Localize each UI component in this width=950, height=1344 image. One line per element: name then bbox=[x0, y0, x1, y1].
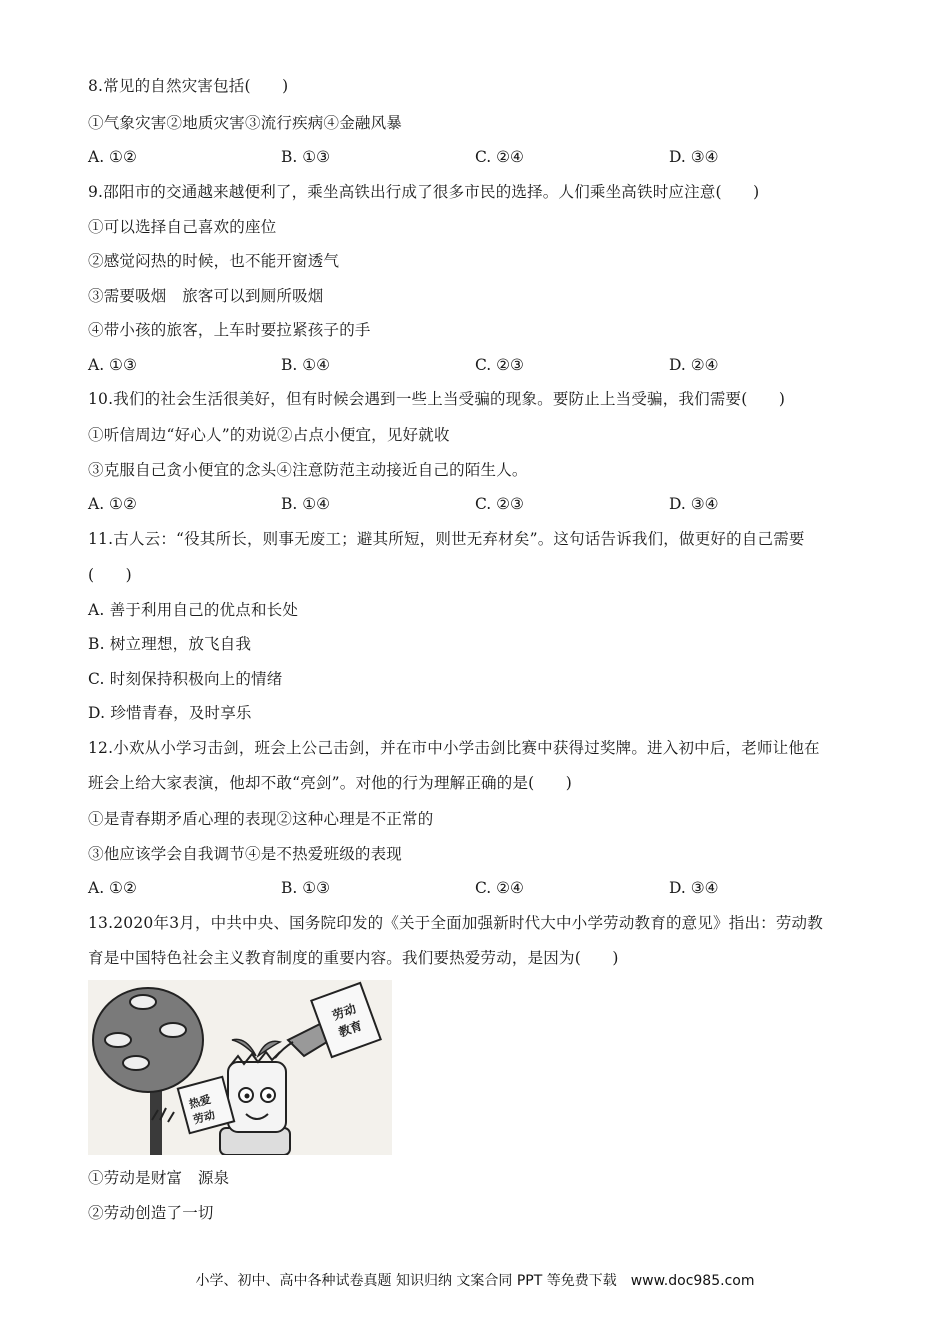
q8-stem: 8.常见的自然灾害包括( ) bbox=[88, 77, 289, 95]
q12-option-b[interactable]: B. ①③ bbox=[281, 879, 331, 897]
q8-option-c[interactable]: C. ②④ bbox=[475, 148, 524, 166]
q13-item-2: ②劳动创造了一切 bbox=[88, 1204, 214, 1222]
q9-option-d[interactable]: D. ②④ bbox=[669, 356, 719, 374]
q10-option-b[interactable]: B. ①④ bbox=[281, 495, 331, 513]
q10-options bbox=[88, 494, 828, 514]
q10-item-1: ①听信周边“好心人”的劝说②占点小便宜，见好就收 bbox=[88, 426, 450, 444]
page-footer: 小学、初中、高中各种试卷真题 知识归纳 文案合同 PPT 等免费下载 www.doc985.com bbox=[195, 1273, 755, 1289]
q11-stem-line-1: 11.古人云：“役其所长，则事无废工；避其所短，则世无弃材矣”。这句话告诉我们，做更好的自己需要 bbox=[88, 530, 805, 548]
q8-option-b[interactable]: B. ①③ bbox=[281, 148, 331, 166]
q11-choice-d[interactable]: D. 珍惜青春，及时享乐 bbox=[88, 704, 252, 722]
q12-stem-line-1: 12.小欢从小学习击剑，班会上公己击剑，并在市中小学击剑比赛中获得过奖牌。进入初中后，老师让他在 bbox=[88, 739, 820, 757]
q13-stem-line-1: 13.2020年3月，中共中央、国务院印发的《关于全面加强新时代大中小学劳动教育的意见》指出：劳动教 bbox=[88, 914, 823, 932]
q10-stem: 10.我们的社会生活很美好，但有时候会遇到一些上当受骗的现象。要防止上当受骗，我们需要( ) bbox=[88, 390, 786, 408]
illustration-drawing bbox=[88, 980, 392, 1155]
q11-choice-b[interactable]: B. 树立理想，放飞自我 bbox=[88, 635, 252, 653]
book-right-label-top: 劳动 bbox=[330, 1001, 358, 1023]
q12-item-1: ①是青春期矛盾心理的表现②这种心理是不正常的 bbox=[88, 810, 434, 828]
q11-choice-a[interactable]: A. 善于利用自己的优点和长处 bbox=[88, 601, 299, 619]
q9-option-b[interactable]: B. ①④ bbox=[281, 356, 331, 374]
q9-options bbox=[88, 355, 828, 375]
q13-stem-line-2: 育是中国特色社会主义教育制度的重要内容。我们要热爱劳动，是因为( ) bbox=[88, 949, 619, 967]
q10-item-2: ③克服自己贪小便宜的念头④注意防范主动接近自己的陌生人。 bbox=[88, 461, 528, 479]
q11-choice-c[interactable]: C. 时刻保持积极向上的情绪 bbox=[88, 670, 283, 688]
q12-item-2: ③他应该学会自我调节④是不热爱班级的表现 bbox=[88, 845, 403, 863]
q12-option-d[interactable]: D. ③④ bbox=[669, 879, 719, 897]
q10-option-c[interactable]: C. ②③ bbox=[475, 495, 524, 513]
q13-item-1: ①劳动是财富 源泉 bbox=[88, 1169, 230, 1187]
q12-option-a[interactable]: A. ①② bbox=[88, 879, 137, 897]
q12-options bbox=[88, 878, 828, 898]
q9-item-4: ④带小孩的旅客，上车时要拉紧孩子的手 bbox=[88, 321, 371, 339]
labor-education-illustration bbox=[88, 980, 392, 1155]
q9-stem: 9.邵阳市的交通越来越便利了，乘坐高铁出行成了很多市民的选择。人们乘坐高铁时应注意( ) bbox=[88, 183, 760, 201]
q8-option-d[interactable]: D. ③④ bbox=[669, 148, 719, 166]
q8-options bbox=[88, 147, 828, 167]
book-right-label-bottom: 教育 bbox=[336, 1018, 365, 1040]
q11-stem-line-2: ( ) bbox=[88, 566, 132, 584]
q12-stem-line-2: 班会上给大家表演，他却不敢“亮剑”。对他的行为理解正确的是( ) bbox=[88, 774, 573, 792]
q10-option-a[interactable]: A. ①② bbox=[88, 495, 137, 513]
q9-option-a[interactable]: A. ①③ bbox=[88, 356, 137, 374]
q10-option-d[interactable]: D. ③④ bbox=[669, 495, 719, 513]
q9-option-c[interactable]: C. ②③ bbox=[475, 356, 524, 374]
q12-option-c[interactable]: C. ②④ bbox=[475, 879, 524, 897]
book-left-label-bottom: 劳动 bbox=[191, 1108, 217, 1127]
book-left-label-top: 热爱 bbox=[187, 1092, 213, 1112]
q8-items: ①气象灾害②地质灾害③流行疾病④金融风暴 bbox=[88, 114, 403, 132]
q9-item-3: ③需要吸烟 旅客可以到厕所吸烟 bbox=[88, 287, 324, 305]
q9-item-1: ①可以选择自己喜欢的座位 bbox=[88, 218, 277, 236]
q9-item-2: ②感觉闷热的时候，也不能开窗透气 bbox=[88, 252, 340, 270]
q8-option-a[interactable]: A. ①② bbox=[88, 148, 137, 166]
